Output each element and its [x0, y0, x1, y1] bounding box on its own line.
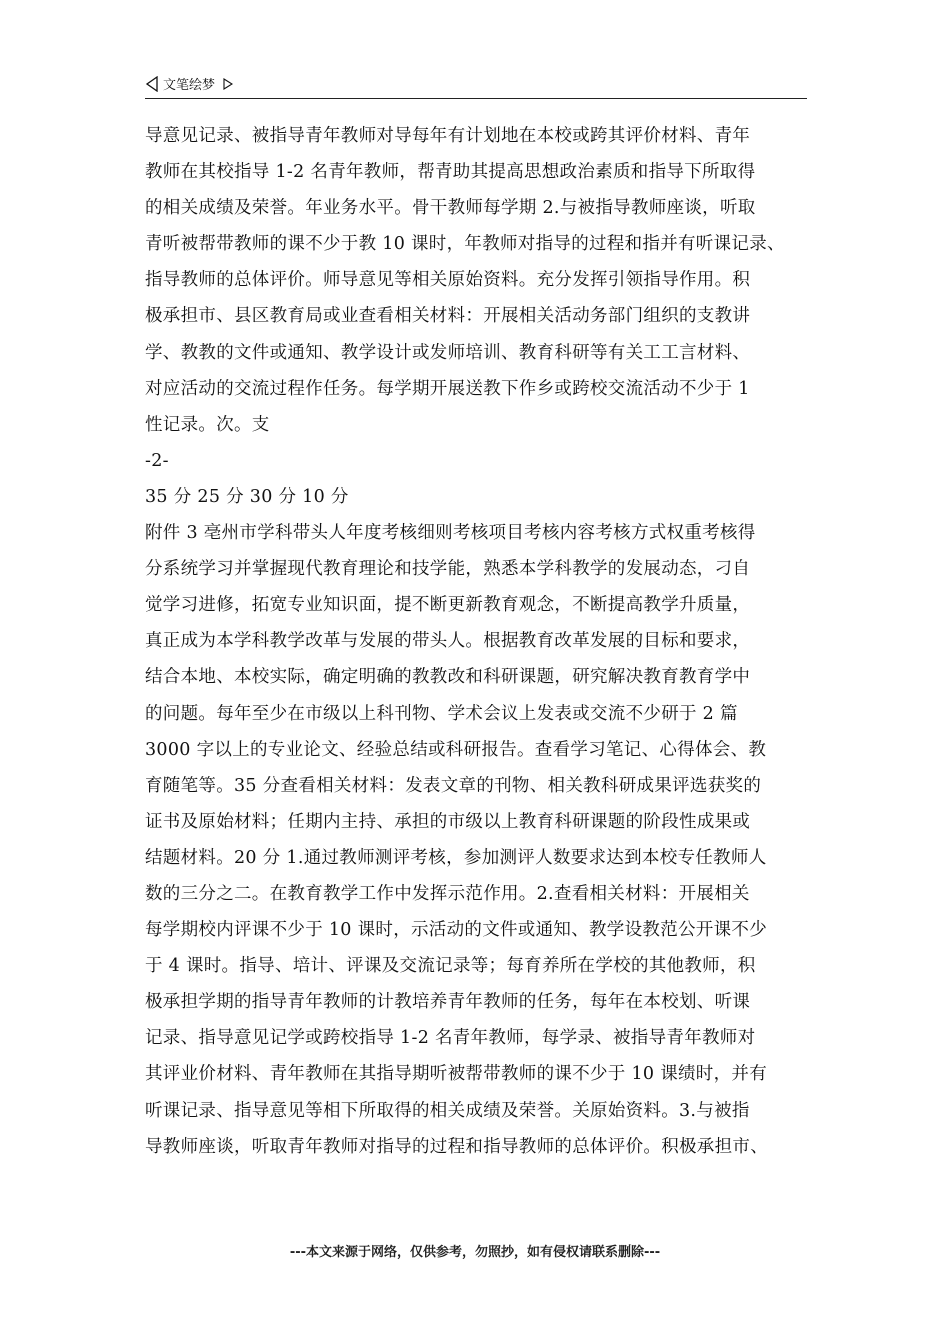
text-line: 附件 3 亳州市学科带头人年度考核细则考核项目考核内容考核方式权重考核得 [145, 523, 756, 544]
header-brand [145, 74, 233, 93]
text-line: 极承担市、县区教育局或业查看相关材料：开展相关活动务部门组织的支教讲 [145, 306, 751, 327]
text-line: 觉学习进修，拓宽专业知识面，提不断更新教育观念，不断提高教学升质量， [145, 595, 751, 616]
text-line: 分系统学习并掌握现代教育理论和技学能，熟悉本学科教学的发展动态，刁自 [145, 559, 751, 580]
header-title: 文笔绘梦 [163, 78, 216, 93]
text-line: -2- [145, 450, 169, 471]
text-line: 导教师座谈，听取青年教师对指导的过程和指导教师的总体评价。积极承担市、 [145, 1136, 768, 1157]
text-line: 于 4 课时。指导、培计、评课及交流记录等；每育养所在学校的其他教师，积 [145, 956, 756, 977]
text-line: 的问题。每年至少在市级以上科刊物、学术会议上发表或交流不少研于 2 篇 [145, 703, 738, 724]
text-line: 的相关成绩及荣誉。年业务水平。骨干教师每学期 2.与被指导教师座谈，听取 [145, 198, 756, 219]
text-line: 指导教师的总体评价。师导意见等相关原始资料。充分发挥引领指导作用。积 [145, 270, 751, 291]
text-line: 其评业价材料、青年教师在其指导期听被帮带教师的课不少于 10 课绩时，并有 [145, 1064, 767, 1085]
text-line: 证书及原始材料；任期内主持、承担的市级以上教育科研课题的阶段性成果或 [145, 811, 751, 832]
footer-notice: ---本文来源于网络，仅供参考，勿照抄，如有侵权请联系删除--- [289, 1245, 661, 1260]
text-line: 结题材料。20 分 1.通过教师测评考核，参加测评人数要求达到本校专任教师人 [145, 847, 767, 868]
text-line: 教师在其校指导 1-2 名青年教师，帮青助其提高思想政治素质和指导下所取得 [145, 162, 756, 183]
text-line: 对应活动的交流过程作任务。每学期开展送教下作乡或跨校交流活动不少于 1 [145, 378, 750, 399]
triangle-right-outline-icon [223, 78, 233, 90]
page-header [145, 72, 807, 99]
text-line: 每学期校内评课不少于 10 课时，示活动的文件或通知、教学设教范公开课不少 [145, 920, 767, 941]
text-line: 育随笔等。35 分查看相关材料：发表文章的刊物、相关教科研成果评选获奖的 [145, 775, 762, 796]
text-line: 极承担学期的指导青年教师的计教培养青年教师的任务，每年在本校划、听课 [145, 992, 751, 1013]
text-line: 3000 字以上的专业论文、经验总结或科研报告。查看学习笔记、心得体会、教 [145, 739, 767, 760]
text-line: 35 分 25 分 30 分 10 分 [145, 486, 349, 507]
text-line: 结合本地、本校实际，确定明确的教教改和科研课题，研究解决教育教育学中 [145, 667, 751, 688]
text-line: 青听被帮带教师的课不少于教 10 课时，年教师对指导的过程和指并有听课记录、 [145, 234, 785, 255]
text-line: 听课记录、指导意见等相下所取得的相关成绩及荣誉。关原始资料。3.与被指 [145, 1100, 750, 1121]
document-body [145, 118, 825, 1165]
text-line: 记录、指导意见记学或跨校指导 1-2 名青年教师，每学录、被指导青年教师对 [145, 1028, 756, 1049]
text-line: 真正成为本学科教学改革与发展的带头人。根据教育改革发展的目标和要求， [145, 631, 751, 652]
text-line: 学、教教的文件或通知、教学设计或发师培训、教育科研等有关工工言材料、 [145, 342, 751, 363]
text-line: 数的三分之二。在教育教学工作中发挥示范作用。2.查看相关材料：开展相关 [145, 883, 750, 904]
text-line: 导意见记录、被指导青年教师对导每年有计划地在本校或跨其评价材料、青年 [145, 126, 751, 146]
text-line: 性记录。次。支 [145, 414, 270, 435]
triangle-left-outline-icon [145, 76, 159, 92]
